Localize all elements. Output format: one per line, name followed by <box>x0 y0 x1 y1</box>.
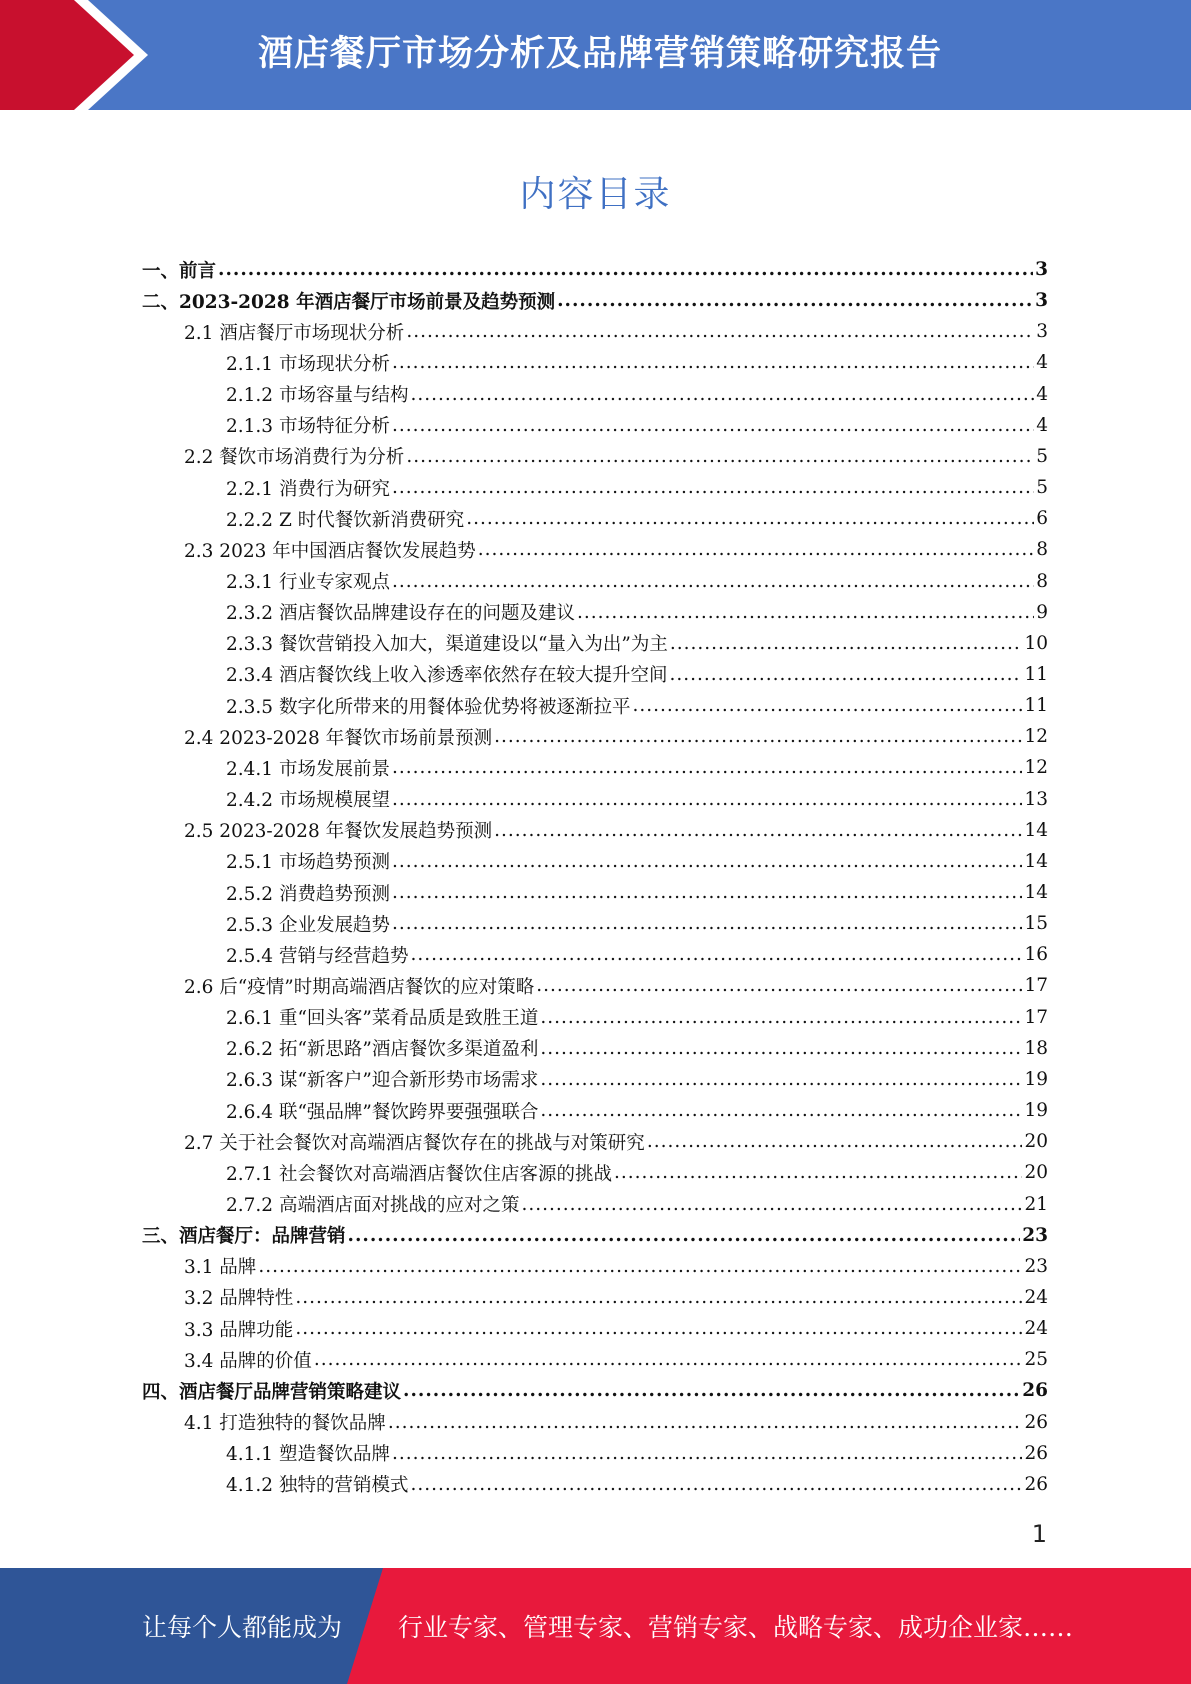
toc-entry-label: 4.1 打造独特的餐饮品牌 <box>184 1413 386 1435</box>
toc-dot-leader <box>536 975 1022 996</box>
toc-entry-page: 4 <box>1036 352 1048 374</box>
toc-entry-page: 14 <box>1024 882 1048 903</box>
toc-dot-leader <box>392 789 1022 810</box>
toc-entry-page: 4 <box>1036 414 1048 436</box>
footer-slogan-left: 让每个人都能成为 <box>142 1613 343 1642</box>
toc-entry[interactable] <box>226 877 1048 908</box>
toc-entry[interactable] <box>226 908 1048 939</box>
toc-entry-label: 2.3.3 餐饮营销投入加大，渠道建设以“量入为出”为主 <box>226 634 668 656</box>
toc-entry-page: 26 <box>1022 1380 1048 1402</box>
toc-entry-label: 4.1.2 独特的营销模式 <box>226 1475 409 1497</box>
toc-entry-page: 19 <box>1024 1100 1048 1122</box>
toc-dot-leader <box>218 259 1033 280</box>
toc-entry-label: 2.3.5 数字化所带来的用餐体验优势将被逐渐拉平 <box>226 696 631 718</box>
toc-entry-page: 10 <box>1024 632 1048 654</box>
toc-entry-page: 14 <box>1024 819 1048 841</box>
toc-entry-page: 26 <box>1024 1442 1048 1464</box>
toc-dot-leader <box>406 446 1034 467</box>
toc-entry[interactable] <box>184 1126 1048 1157</box>
toc-entry[interactable] <box>184 815 1048 846</box>
toc-entry-label: 2.7 关于社会餐饮对高端酒店餐饮存在的挑战与对策研究 <box>184 1132 645 1154</box>
toc-entry-page: 24 <box>1024 1286 1048 1308</box>
toc-entry-page: 12 <box>1024 726 1048 748</box>
toc-dot-leader <box>466 508 1034 529</box>
toc-entry[interactable] <box>184 1407 1048 1438</box>
toc-dot-leader <box>614 1162 1022 1183</box>
toc-dot-leader <box>406 321 1034 342</box>
toc-dot-leader <box>540 1007 1022 1028</box>
toc-dot-leader <box>669 664 1022 685</box>
header-banner <box>0 0 1191 110</box>
toc-entry-page: 16 <box>1024 944 1048 966</box>
toc-entry-page: 23 <box>1024 1255 1048 1277</box>
toc-entry-page: 15 <box>1024 913 1048 935</box>
toc-dot-leader <box>392 757 1022 778</box>
chevron-arrow-icon <box>0 0 150 110</box>
toc-dot-leader <box>410 384 1034 405</box>
toc-entry-label: 一、前言 <box>142 260 217 282</box>
toc-entry[interactable] <box>226 752 1048 783</box>
toc-dot-leader <box>647 1131 1023 1152</box>
toc-entry-page: 8 <box>1036 539 1048 561</box>
toc-entry-label: 2.4.2 市场规模展望 <box>226 790 390 812</box>
toc-entry-page: 19 <box>1024 1068 1048 1090</box>
toc-entry-page: 6 <box>1036 508 1048 530</box>
toc-entry-label: 二、2023-2028 年酒店餐厅市场前景及趋势预测 <box>142 291 556 313</box>
toc-entry[interactable] <box>184 441 1048 472</box>
toc-entry[interactable] <box>142 285 1048 316</box>
toc-dot-leader <box>392 571 1034 592</box>
toc-entry-label: 3.3 品牌功能 <box>184 1319 294 1341</box>
toc-entry-label: 2.6.1 重“回头客”菜肴品质是致胜王道 <box>226 1008 539 1030</box>
toc-entry-page: 17 <box>1024 1006 1048 1028</box>
toc-entry-page: 23 <box>1022 1224 1048 1246</box>
toc-entry-page: 3 <box>1035 259 1048 280</box>
toc-entry-label: 2.4 2023-2028 年餐饮市场前景预测 <box>184 727 493 749</box>
toc-entry-label: 三、酒店餐厅：品牌营销 <box>142 1226 346 1248</box>
toc-entry-label: 2.3 2023 年中国酒店餐饮发展趋势 <box>184 540 476 562</box>
toc-entry-label: 2.3.1 行业专家观点 <box>226 572 390 593</box>
footer-slogan-right: 行业专家、管理专家、营销专家、战略专家、成功企业家…… <box>398 1613 1074 1642</box>
toc-entry-label: 2.1.3 市场特征分析 <box>226 416 390 438</box>
toc-entry-page: 20 <box>1024 1131 1048 1153</box>
toc-entry-page: 11 <box>1024 663 1048 685</box>
toc-entry[interactable] <box>226 379 1048 410</box>
toc-dot-leader <box>410 1474 1022 1495</box>
toc-dot-leader <box>392 851 1022 872</box>
toc-entry-label: 2.7.2 高端酒店面对挑战的应对之策 <box>226 1195 520 1216</box>
toc-dot-leader <box>557 290 1033 311</box>
toc-entry-label: 3.4 品牌的价值 <box>184 1350 312 1372</box>
toc-entry[interactable] <box>226 846 1048 877</box>
toc-entry-page: 18 <box>1024 1037 1048 1059</box>
toc-entry[interactable] <box>226 503 1048 534</box>
toc-dot-leader <box>540 1069 1022 1090</box>
toc-entry-page: 17 <box>1024 975 1048 997</box>
toc-entry[interactable] <box>226 1157 1048 1188</box>
toc-entry-page: 14 <box>1024 850 1048 872</box>
toc-entry-label: 2.6.3 谋“新客户”迎合新形势市场需求 <box>226 1070 539 1092</box>
toc-entry-label: 2.6 后“疫情”时期高端酒店餐饮的应对策略 <box>184 976 535 998</box>
toc-entry[interactable] <box>226 628 1048 659</box>
toc-entry[interactable] <box>226 690 1048 721</box>
toc-dot-leader <box>577 602 1034 623</box>
toc-entry-label: 2.5.2 消费趋势预测 <box>226 883 390 905</box>
toc-entry[interactable] <box>142 1375 1048 1406</box>
toc-dot-leader <box>392 882 1022 903</box>
page-number: 1 <box>1031 1520 1047 1548</box>
toc-entry[interactable] <box>226 1064 1048 1095</box>
toc-dot-leader <box>632 695 1022 716</box>
toc-dot-leader <box>540 1100 1022 1121</box>
toc-entry[interactable] <box>226 410 1048 441</box>
toc-entry[interactable] <box>184 1251 1048 1282</box>
toc-entry[interactable] <box>226 472 1048 503</box>
toc-entry[interactable] <box>226 784 1048 815</box>
toc-entry[interactable] <box>226 1095 1048 1126</box>
toc-entry[interactable] <box>184 970 1048 1001</box>
toc-entry-page: 3 <box>1036 321 1048 343</box>
toc-entry[interactable] <box>184 1313 1048 1344</box>
toc-entry-page: 12 <box>1024 757 1048 779</box>
footer-banner <box>0 1568 1191 1684</box>
toc-entry-page: 5 <box>1036 477 1048 499</box>
toc-entry-label: 2.1.1 市场现状分析 <box>226 353 390 375</box>
toc-dot-leader <box>295 1287 1022 1308</box>
toc-entry-label: 2.6.2 拓“新思路”酒店餐饮多渠道盈利 <box>226 1039 539 1061</box>
toc-entry-page: 11 <box>1024 695 1048 717</box>
toc-entry-page: 5 <box>1036 445 1048 467</box>
toc-entry[interactable] <box>142 254 1048 285</box>
toc-entry[interactable] <box>226 1002 1048 1033</box>
toc-entry[interactable] <box>226 659 1048 690</box>
toc-dot-leader <box>314 1349 1023 1370</box>
toc-entry-label: 2.7.1 社会餐饮对高端酒店餐饮住店客源的挑战 <box>226 1163 612 1185</box>
toc-entry-label: 2.3.4 酒店餐饮线上收入渗透率依然存在较大提升空间 <box>226 665 668 687</box>
toc-dot-leader <box>348 1225 1021 1246</box>
toc-entry-page: 24 <box>1024 1318 1048 1340</box>
toc-entry[interactable] <box>226 939 1048 970</box>
toc-entry[interactable] <box>184 1282 1048 1313</box>
toc-dot-leader <box>258 1256 1022 1277</box>
toc-entry[interactable] <box>226 1189 1048 1220</box>
toc-entry-label: 2.2.1 消费行为研究 <box>226 478 390 500</box>
toc-entry-page: 25 <box>1024 1349 1048 1371</box>
toc-dot-leader <box>540 1038 1022 1059</box>
toc-entry-label: 2.4.1 市场发展前景 <box>226 758 390 780</box>
toc-entry-label: 3.2 品牌特性 <box>184 1288 294 1310</box>
toc-entry-label: 3.1 品牌 <box>184 1257 257 1279</box>
toc-heading: 内容目录 <box>519 174 672 215</box>
toc-dot-leader <box>410 944 1022 965</box>
toc-entry[interactable] <box>184 1344 1048 1375</box>
toc-dot-leader <box>392 415 1034 436</box>
toc-entry-page: 26 <box>1024 1411 1048 1433</box>
toc-entry-label: 2.5.4 营销与经营趋势 <box>226 945 409 967</box>
toc-dot-leader <box>670 633 1023 654</box>
toc-entry[interactable] <box>184 721 1048 752</box>
toc-entry-page: 20 <box>1024 1162 1048 1184</box>
toc-dot-leader <box>494 726 1022 747</box>
toc-entry-label: 2.5 2023-2028 年餐饮发展趋势预测 <box>184 821 493 843</box>
toc-entry-label: 2.5.3 企业发展趋势 <box>226 914 390 936</box>
toc-dot-leader <box>295 1318 1022 1339</box>
toc-dot-leader <box>403 1380 1020 1401</box>
toc-entry-label: 四、酒店餐厅品牌营销策略建议 <box>142 1381 402 1403</box>
toc-entry-page: 13 <box>1024 788 1048 810</box>
toc-entry-page: 21 <box>1024 1193 1048 1215</box>
toc-entry[interactable] <box>226 1469 1048 1500</box>
toc-entry-label: 4.1.1 塑造餐饮品牌 <box>226 1444 390 1466</box>
toc-entry[interactable] <box>226 566 1048 597</box>
toc-entry[interactable] <box>226 1438 1048 1469</box>
toc-dot-leader <box>392 913 1022 934</box>
toc-entry-page: 9 <box>1036 601 1048 623</box>
toc-entry-page: 4 <box>1036 383 1048 405</box>
toc-entry-page: 26 <box>1024 1473 1048 1495</box>
toc-dot-leader <box>388 1412 1023 1433</box>
toc-entry[interactable] <box>142 1220 1048 1251</box>
toc-dot-leader <box>521 1194 1022 1215</box>
toc-entry[interactable] <box>184 534 1048 565</box>
toc-entry-label: 2.1.2 市场容量与结构 <box>226 385 409 407</box>
toc-entry-label: 2.5.1 市场趋势预测 <box>226 852 390 874</box>
toc-entry-label: 2.2 餐饮市场消费行为分析 <box>184 447 405 469</box>
toc-dot-leader <box>392 1443 1022 1464</box>
toc-dot-leader <box>392 352 1034 373</box>
toc-dot-leader <box>494 820 1022 841</box>
document-title: 酒店餐厅市场分析及品牌营销策略研究报告 <box>258 34 943 74</box>
toc-entry-label: 2.6.4 联“强品牌”餐饮跨界要强强联合 <box>226 1101 539 1123</box>
toc-dot-leader <box>392 477 1034 498</box>
toc-entry-label: 2.1 酒店餐厅市场现状分析 <box>184 322 405 344</box>
toc-dot-leader <box>478 539 1034 560</box>
toc-entry[interactable] <box>184 316 1048 347</box>
toc-entry[interactable] <box>226 597 1048 628</box>
toc-entry-page: 3 <box>1035 290 1048 312</box>
toc-entry-label: 2.3.2 酒店餐饮品牌建设存在的问题及建议 <box>226 603 575 625</box>
toc-entry[interactable] <box>226 1033 1048 1064</box>
toc-entry-page: 8 <box>1036 570 1048 592</box>
toc-entry[interactable] <box>226 347 1048 378</box>
toc-entry-label: 2.2.2 Z 时代餐饮新消费研究 <box>226 509 465 531</box>
